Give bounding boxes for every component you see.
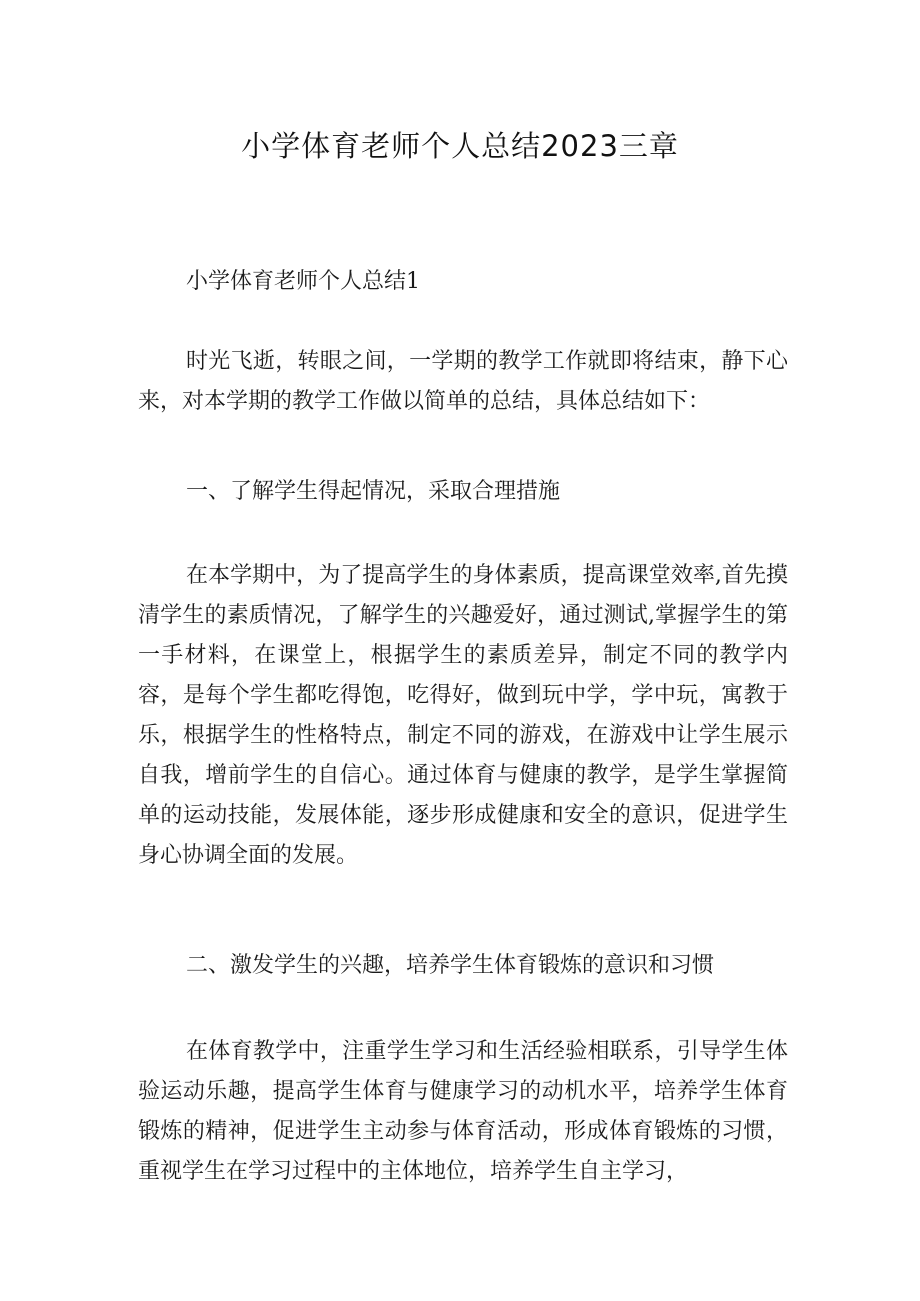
section-subtitle: 小学体育老师个人总结1 xyxy=(186,269,420,294)
section-2-heading: 二、激发学生的兴趣，培养学生体育锻炼的意识和习惯 xyxy=(186,953,715,978)
section-2-paragraph: 在体育教学中，注重学生学习和生活经验相联系，引导学生体验运动乐趣，提高学生体育与健康学习的动机水平，培养学生体育锻炼的精神，促进学生主动参与体育活动，形成体育锻炼的习惯，重视学生在学习过程中的主体地位，培养学生自主学习， xyxy=(138,1039,788,1184)
section-1-paragraph: 在本学期中，为了提高学生的身体素质，提高课堂效率,首先摸清学生的素质情况，了解学生的兴趣爱好，通过测试,掌握学生的第一手材料，在课堂上，根据学生的素质差异，制定不同的教学内容，是每个学生都吃得饱，吃得好，做到玩中学，学中玩，寓教于乐，根据学生的性格特点，制定不同的游戏，在游戏中让学生展示自我，增前学生的自信心。通过体育与健康的教学，是学生掌握简单的运动技能，发展体能，逐步形成健康和安全的意识，促进学生身心协调全面的发展。 xyxy=(138,563,788,868)
intro-paragraph: 时光飞逝，转眼之间，一学期的教学工作就即将结束，静下心来，对本学期的教学工作做以简单的总结，具体总结如下： xyxy=(138,349,788,414)
section-1-heading: 一、了解学生得起情况，采取合理措施 xyxy=(186,479,561,504)
document-title: 小学体育老师个人总结2023三章 xyxy=(241,129,679,163)
